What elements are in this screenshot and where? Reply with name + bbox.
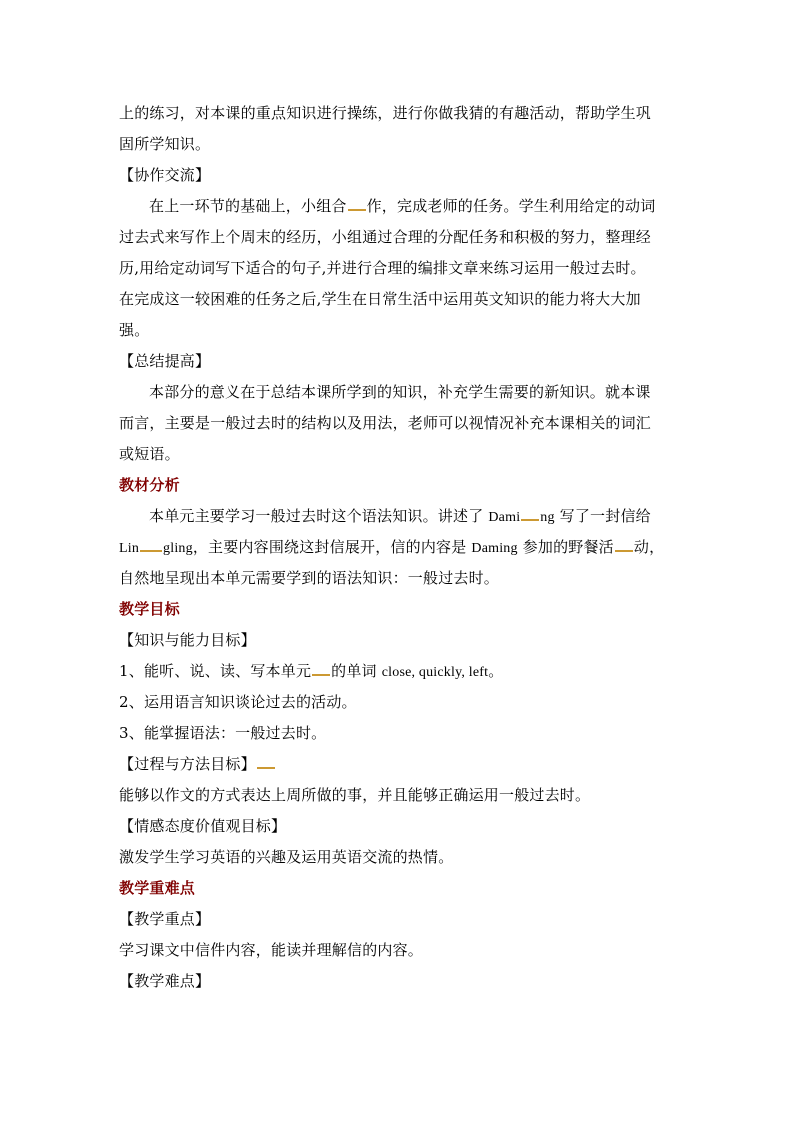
- text-fragment: 参加的野餐活: [517, 538, 614, 556]
- text-fragment: 写了一封信给: [554, 507, 651, 525]
- text-line: 能够以作文的方式表达上周所做的事，并且能够正确运用一般过去时。: [119, 786, 591, 804]
- document-page: [119, 98, 679, 997]
- text-line: 激发学生学习英语的兴趣及运用英语交流的热情。: [119, 848, 454, 866]
- list-item: 2、运用语言知识谈论过去的活动。: [119, 693, 357, 711]
- list-item: 3、能掌握语法：一般过去时。: [119, 724, 327, 742]
- text-line: 学习课文中信件内容，能读并理解信的内容。: [119, 941, 424, 959]
- blank-underline: [257, 766, 275, 769]
- list-item: [119, 656, 679, 687]
- blank-underline: [615, 549, 633, 552]
- text-fragment: 动，: [633, 538, 665, 556]
- text-line: [119, 191, 679, 222]
- subheading-emotion: 【情感态度价值观目标】: [119, 817, 287, 835]
- section-heading-analysis: 教材分析: [119, 476, 180, 494]
- subheading-difficulty: 【教学难点】: [119, 972, 211, 990]
- text-line: 固所学知识。: [119, 135, 211, 153]
- blank-underline: [348, 208, 366, 211]
- subheading-collab: 【协作交流】: [119, 166, 211, 184]
- text-fragment: ，主要内容围绕这封信展开，信的内容是: [192, 538, 472, 556]
- text-fragment: 作，完成老师的任务。学生利用给定的动词: [366, 197, 656, 215]
- text-line: [119, 501, 679, 532]
- text-fragment: 本单元主要学习一般过去时这个语法知识。讲述了: [149, 507, 489, 525]
- text-line: 本部分的意义在于总结本课所学到的知识，补充学生需要的新知识。就本课: [149, 383, 651, 401]
- section-heading-goals: 教学目标: [119, 600, 180, 618]
- text-line: 强。: [119, 321, 150, 339]
- text-line: 或短语。: [119, 445, 180, 463]
- text-fragment: ng: [540, 510, 555, 525]
- blank-underline: [521, 518, 539, 521]
- text-fragment: Lin: [119, 541, 140, 556]
- text-fragment: Daming: [471, 541, 518, 556]
- subheading-focus: 【教学重点】: [119, 910, 211, 928]
- text-line: 而言，主要是一般过去时的结构以及用法，老师可以视情况补充本课相关的词汇: [119, 414, 652, 432]
- text-fragment: gling: [163, 541, 193, 556]
- text-fragment: 的单词: [331, 662, 382, 680]
- text-fragment: 1、能听、说、读、写本单元: [119, 662, 312, 680]
- text-fragment: 在上一环节的基础上，小组合: [149, 197, 347, 215]
- text-fragment: 【过程与方法目标】: [119, 755, 256, 773]
- text-line: 上的练习，对本课的重点知识进行操练，进行你做我猜的有趣活动，帮助学生巩: [119, 104, 652, 122]
- text-line: 自然地呈现出本单元需要学到的语法知识：一般过去时。: [119, 569, 500, 587]
- text-line: 过去式来写作上个周末的经历，小组通过合理的分配任务和积极的努力，整理经: [119, 228, 652, 246]
- subheading-knowledge: 【知识与能力目标】: [119, 631, 256, 649]
- subheading-summary: 【总结提高】: [119, 352, 211, 370]
- text-fragment: close, quickly, left: [381, 665, 489, 680]
- blank-underline: [140, 549, 162, 552]
- text-line: 历,用给定动词写下适合的句子,并进行合理的编排文章来练习运用一般过去时。: [119, 259, 646, 277]
- text-fragment: Dami: [488, 510, 521, 525]
- subheading-process: [119, 749, 679, 780]
- text-fragment: 。: [488, 662, 504, 680]
- text-line: [119, 532, 679, 563]
- blank-underline: [312, 673, 330, 676]
- section-heading-key-points: 教学重难点: [119, 879, 196, 897]
- text-line: 在完成这一较困难的任务之后,学生在日常生活中运用英文知识的能力将大大加: [119, 290, 641, 308]
